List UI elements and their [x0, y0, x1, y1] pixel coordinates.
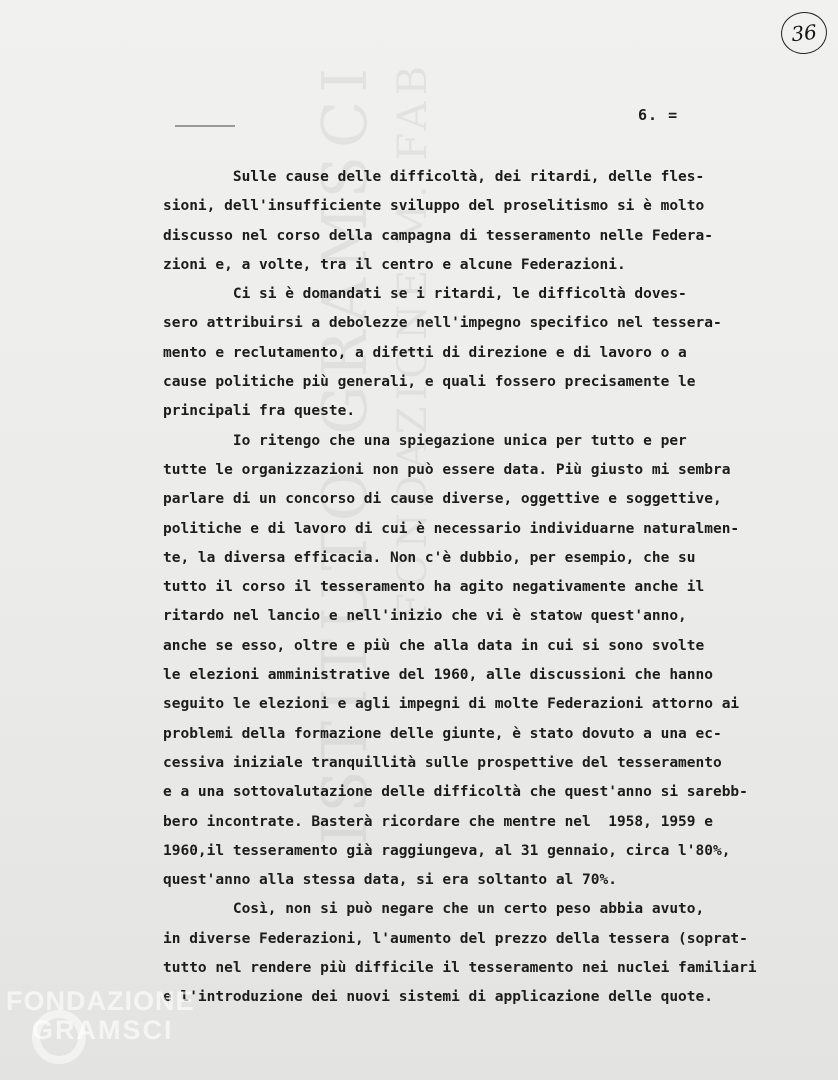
foundation-name-line-1: FONDAZIONE: [6, 986, 195, 1016]
text-line: discusso nel corso della campagna di tesseramento nelle Federa-: [163, 227, 713, 244]
foundation-watermark: [6, 986, 195, 1046]
text-line: le elezioni amministrative del 1960, alle discussioni che hanno: [163, 667, 713, 684]
text-line: parlare di un concorso di cause diverse, oggettive e soggettive,: [163, 491, 722, 508]
text-line: cause politiche più generali, e quali fossero precisamente le: [163, 374, 696, 391]
text-line: Io ritengo che una spiegazione unica per tutto e per: [163, 432, 687, 449]
text-line: sero attribuirsi a debolezze nell'impegno specifico nel tessera-: [163, 315, 722, 332]
text-line: in diverse Federazioni, l'aumento del prezzo della tessera (soprat-: [163, 930, 748, 947]
foundation-name-line-2: GRAMSCI: [32, 1015, 174, 1045]
text-line: cessiva iniziale tranquillità sulle prospettive del tesseramento: [163, 754, 722, 771]
text-line: tutto nel rendere più difficile il tesseramento nei nuclei familiari: [163, 960, 757, 977]
watermark-line-2: FONDAZIONE M. FAB: [390, 60, 436, 621]
text-line: zioni e, a volte, tra il centro e alcune Federazioni.: [163, 256, 626, 273]
text-line: problemi della formazione delle giunte, è stato dovuto a una ec-: [163, 725, 722, 742]
text-line: sioni, dell'insufficiente sviluppo del proselitismo si è molto: [163, 198, 705, 215]
page-stamp: 36: [779, 10, 829, 57]
text-line: e a una sottovalutazione delle difficoltà che quest'anno si sarebb-: [163, 784, 748, 801]
separator-dash: [175, 125, 235, 127]
text-line: Ci si è domandati se i ritardi, le difficoltà doves-: [163, 286, 687, 303]
text-line: te, la diversa efficacia. Non c'è dubbio, per esempio, che su: [163, 549, 696, 566]
text-line: quest'anno alla stessa data, si era soltanto al 70%.: [163, 872, 617, 889]
text-line: tutte le organizzazioni non può essere data. Più giusto mi sembra: [163, 461, 731, 478]
text-line: politiche e di lavoro di cui è necessario individuarne naturalmen-: [163, 520, 740, 537]
body-text: [163, 163, 838, 1013]
text-line: seguito le elezioni e agli impegni di molte Federazioni attorno ai: [163, 696, 740, 713]
text-line: tutto il corso il tesseramento ha agito negativamente anche il: [163, 579, 705, 596]
text-line: anche se esso, oltre e più che alla data in cui si sono svolte: [163, 637, 705, 654]
text-line: Sulle cause delle difficoltà, dei ritardi, delle fles-: [163, 169, 705, 185]
text-line: e l'introduzione dei nuovi sistemi di applicazione delle quote.: [163, 989, 713, 1006]
text-line: bero incontrate. Basterà ricordare che mentre nel 1958, 1959 e: [163, 813, 713, 830]
text-line: ritardo nel lancio e nell'inizio che vi è statow quest'anno,: [163, 608, 687, 625]
watermark-line-1: ISTITUTO GRAMSCI: [308, 60, 381, 846]
text-line: Così, non si può negare che un certo peso abbia avuto,: [163, 901, 705, 918]
text-line: 1960,il tesseramento già raggiungeva, al 31 gennaio, circa l'80%,: [163, 842, 731, 859]
page-number: 6. =: [638, 106, 679, 124]
text-line: principali fra queste.: [163, 403, 356, 420]
text-line: mento e reclutamento, a difetti di direzione e di lavoro o a: [163, 344, 687, 361]
